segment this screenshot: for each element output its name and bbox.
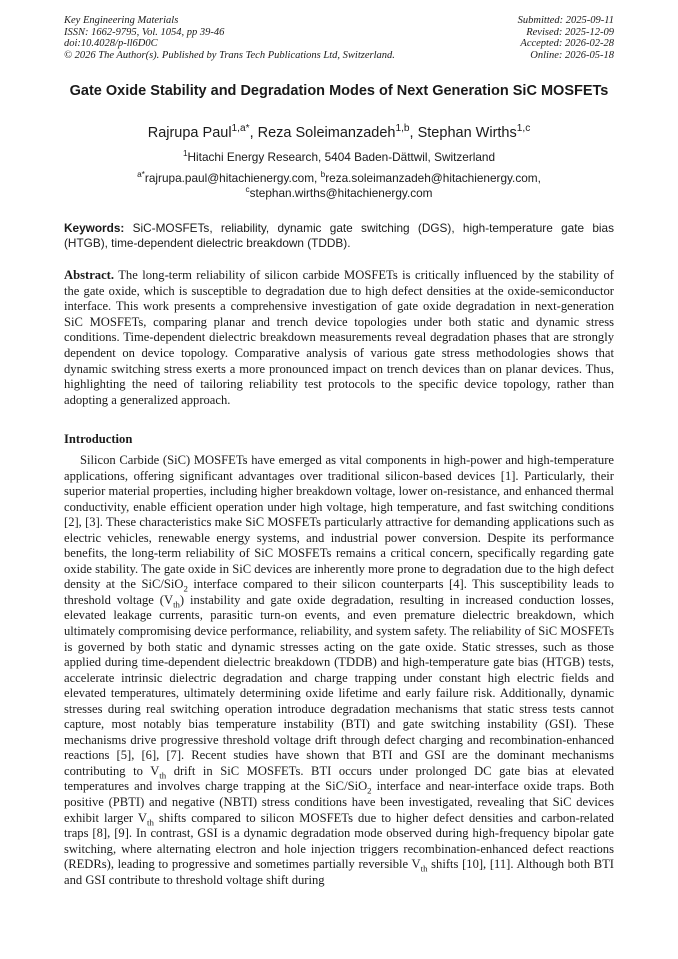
subscript: th	[147, 817, 154, 828]
journal-info	[64, 15, 395, 61]
intro-text-segment: shifts [10], [11]. Although both BTI and GSI contribute to threshold voltage shift during	[64, 857, 615, 887]
abstract-section	[64, 268, 614, 408]
email-mark: c	[245, 185, 250, 195]
email-separator: ,	[537, 171, 541, 185]
email-link[interactable]: rajrupa.paul@hitachienergy.com	[144, 171, 315, 185]
subscript: 2	[183, 583, 188, 594]
paper-title: Gate Oxide Stability and Degradation Modes of Next Generation SiC MOSFETs	[69, 83, 609, 99]
email-mark: a*	[137, 170, 145, 180]
email-separator: ,	[314, 171, 321, 185]
journal-issn: ISSN: 1662-9795, Vol. 1054, pp 39-46	[64, 26, 225, 38]
abstract-label: Abstract.	[64, 268, 115, 282]
author-affiliation-mark: 1,c	[516, 123, 531, 135]
author-list	[40, 124, 638, 142]
introduction-heading: Introduction	[64, 432, 133, 446]
subscript: th	[173, 599, 180, 610]
intro-text-segment: interface compared to their silicon counterparts [4]. This susceptibility leads to threshold voltage (V	[64, 577, 614, 607]
intro-text-segment: shifts compared to silicon MOSFETs due to higher defect densities and carbon-related traps [8], [9]. In contrast, GSI is a dynamic degradation mode observed during high-frequency bipolar gate switching, where alternating electron and hole injection triggers recombination-enhanced defect reactions (REDRs), leading to progressive and sometimes partially reversible V	[64, 810, 614, 872]
date-accepted: Accepted: 2026-02-28	[520, 38, 614, 49]
author-name: Reza Soleimanzadeh	[257, 125, 396, 141]
author-affiliation-mark: 1,a*	[231, 123, 250, 135]
email-link[interactable]: reza.soleimanzadeh@hitachienergy.com	[325, 171, 538, 185]
affiliation-mark: 1	[182, 149, 188, 159]
intro-text-segment: Silicon Carbide (SiC) MOSFETs have emerged as vital components in high-power and high-temperature applications, offering significant advantages over traditional silicon-based devices [1]. Particularly, their superior material properties, including higher breakdown voltage, lower on-resistance, and enhanced thermal conductivity, enable efficient operation under high voltage, high temperature, and fast switching conditions [2], [3]. These characteristics make SiC MOSFETs particularly attractive for demanding applications such as electric vehicles, renewable energy systems, and industrial power conversion. Despite its performance benefits, the long-term reliability of SiC MOSFETs remains a critical concern, specifically regarding gate oxide stability. The gate oxide in SiC devices are inherently more prone to degradation due to the high defect density at the SiC/SiO	[64, 453, 614, 592]
affiliation	[40, 150, 638, 165]
keywords-label: Keywords:	[64, 221, 125, 235]
email-mark: b	[320, 170, 326, 180]
publication-dates	[518, 15, 614, 61]
date-online: Online: 2026-05-18	[530, 49, 614, 61]
author-affiliation-mark: 1,b	[395, 123, 410, 135]
introduction-paragraph	[64, 453, 614, 888]
affiliation-text: Hitachi Energy Research, 5404 Baden-Dättwil, Switzerland	[187, 150, 496, 164]
email-link[interactable]: stephan.wirths@hitachienergy.com	[249, 186, 433, 200]
keywords-text: SiC-MOSFETs, reliability, dynamic gate switching (DGS), high-temperature gate bias (HTGB), time-dependent dielectric breakdown (TDDB).	[64, 221, 614, 250]
date-revised: Revised: 2025-12-09	[526, 26, 614, 38]
date-submitted: Submitted: 2025-09-11	[517, 15, 614, 26]
email-list	[40, 171, 638, 201]
keywords-section	[64, 221, 614, 251]
journal-copyright: © 2026 The Author(s). Published by Trans Tech Publications Ltd, Switzerland.	[64, 49, 395, 61]
author-name: Stephan Wirths	[417, 125, 517, 141]
intro-text-segment: ) instability and gate oxide degradation, resulting in increased conduction losses, elevated leakage currents, parasitic turn-on events, and even premature dielectric breakdown, which ultimately compromising device performance, reliability, and system safety. The reliability of SiC MOSFETs is governed by both static and dynamic stresses acting on the gate oxide. Static stresses, such as those applied during time-dependent dielectric breakdown (TDDB) and high-temperature gate bias (HTGB) tests, accelerate intrinsic dielectric degradation and charge trapping under constant high electric fields and elevated temperatures, ultimately determining oxide lifetime and early failure risk. Additionally, dynamic stresses during real switching operation introduce degradation mechanisms that static stress tests cannot capture, most notably bias temperature instability (BTI) and gate switching instability (GSI). These mechanisms drive progressive threshold voltage drift through defect charging and recombination-enhanced reactions [5], [6], [7]. Recent studies have shown that BTI and GSI are the dominant mechanisms contributing to V	[64, 592, 614, 778]
author-separator: ,	[409, 125, 418, 141]
author-separator: ,	[249, 125, 258, 141]
subscript: th	[420, 863, 428, 874]
author-name: Rajrupa Paul	[147, 125, 232, 141]
intro-text-segment: interface and near-interface oxide traps. Both positive (PBTI) and negative (NBTI) stress conditions have been investigated, revealing that SiC devices exhibit larger V	[64, 779, 614, 825]
subscript: th	[159, 770, 167, 781]
subscript: 2	[367, 786, 372, 796]
journal-doi[interactable]: doi:10.4028/p-ll6D0C	[64, 38, 158, 49]
intro-text-segment: drift in SiC MOSFETs. BTI occurs under prolonged DC gate bias at elevated temperatures and involves charge trapping at the SiC/SiO	[64, 763, 614, 794]
journal-name: Key Engineering Materials	[64, 15, 179, 26]
abstract-text: The long-term reliability of silicon carbide MOSFETs is critically influenced by the stability of the gate oxide, which is susceptible to degradation due to high defect densities at the oxide-semiconductor interface. This work presents a comprehensive investigation of gate oxide degradation in next-generation SiC MOSFETs, comparing planar and trench device topologies under both static and dynamic stress conditions. Time-dependent dielectric breakdown measurements reveal degradation phases that are strongly dependent on device topology. Comparative analysis of various gate stress methodologies shows that dynamic switching stress exerts a more pronounced impact on trench devices than on planar devices. Thus, highlighting the need of tailoring reliability test protocols to the specific device topology, rather than adopting a generalized approach.	[64, 268, 615, 407]
